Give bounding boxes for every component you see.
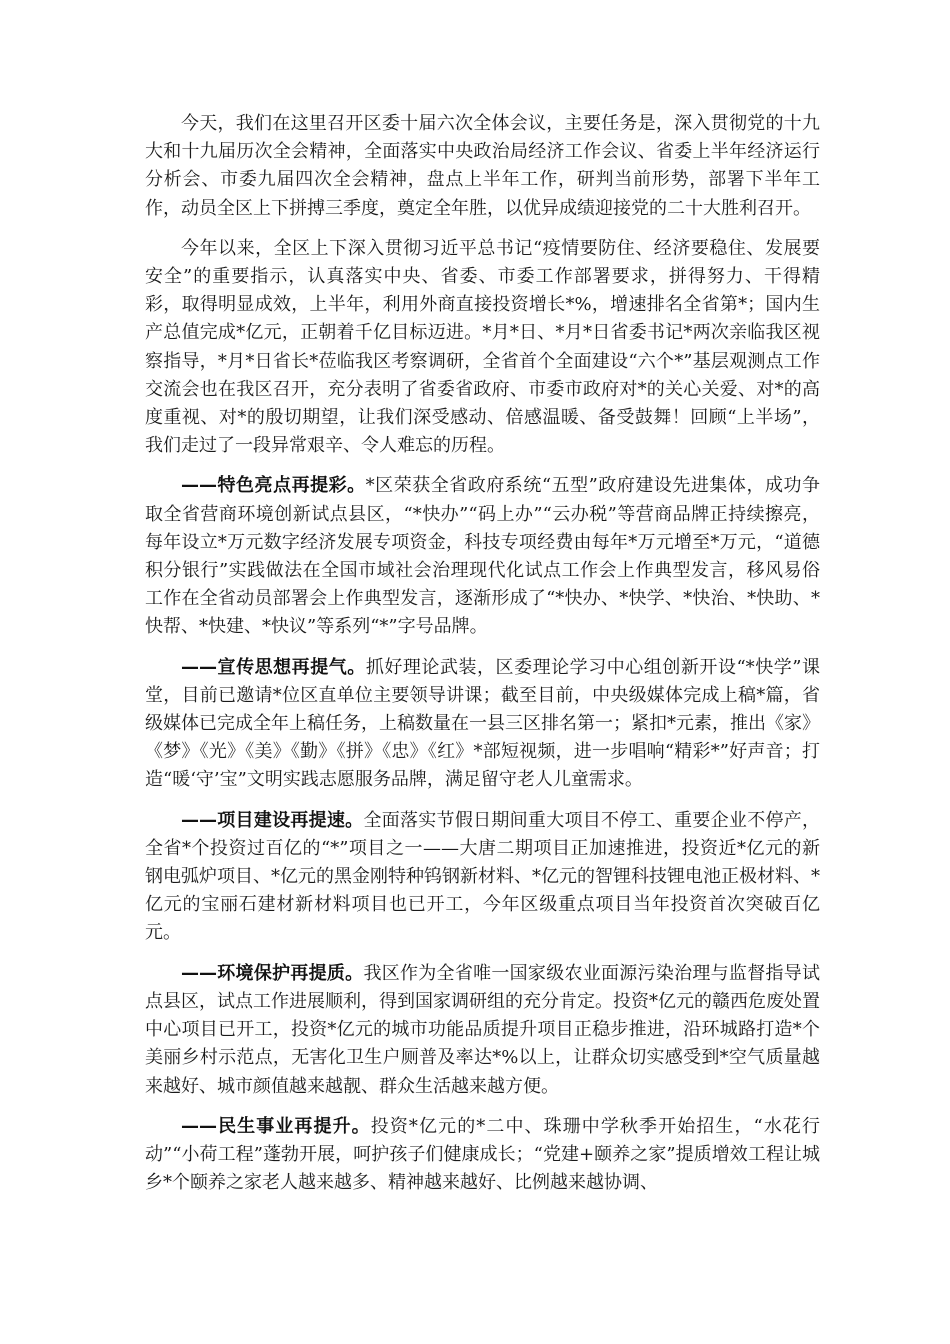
paragraph-text: 投资*亿元的*二中、珠珊中学秋季开始招生，“水花行动”“小荷工程”蓬勃开展，呵护孩子们健康成长；“党建+颐养之家”提质增效工程让城乡*个颐养之家老人越来越多、精神越来越好、比例越来越协调、 (145, 1115, 820, 1194)
paragraph-heading: ——项目建设再提速。 (181, 809, 364, 831)
paragraph-opening (145, 110, 820, 223)
paragraph-review (145, 235, 820, 461)
paragraph-text: *区荣获全省政府系统“五型”政府建设先进集体，成功争取全省营商环境创新试点县区，“*快办”“码上办”“云办税”等营商品牌正持续擦亮，每年设立*万元数字经济发展专项资金，科技专项经费由每年*万元增至*万元，“道德积分银行”实践做法在全国市域社会治理现代化试点工作会上作典型发言，移风易俗工作在全省动员部署会上作典型发言，逐渐形成了“*快办、*快学、*快治、*快助、*快帮、*快建、*快议”等系列“*”字号品牌。 (145, 475, 820, 638)
paragraph-heading: ——民生事业再提升。 (181, 1115, 371, 1137)
paragraph-heading: ——宣传思想再提气。 (181, 656, 366, 678)
paragraph-text: 今天，我们在这里召开区委十届六次全体会议，主要任务是，深入贯彻党的十九大和十九届历次全会精神，全面落实中央政治局经济工作会议、省委上半年经济运行分析会、市委九届四次全会精神，盘点上半年工作，研判当前形势，部署下半年工作，动员全区上下拼搏三季度，奠定全年胜，以优异成绩迎接党的二十大胜利召开。 (145, 113, 820, 219)
paragraph-text: 我区作为全省唯一国家级农业面源污染治理与监督指导试点县区，试点工作进展顺利，得到国家调研组的充分肯定。投资*亿元的赣西危废处置中心项目已开工，投资*亿元的城市功能品质提升项目正稳步推进，沿环城路打造*个美丽乡村示范点，无害化卫生户厕普及率达*%以上，让群众切实感受到*空气质量越来越好、城市颜值越来越靓、群众生活越来越方便。 (145, 962, 821, 1097)
paragraph-publicity (145, 654, 820, 795)
paragraph-heading: ——环境保护再提质。 (181, 962, 364, 984)
paragraph-livelihood (145, 1113, 820, 1198)
paragraph-environment (145, 960, 820, 1101)
paragraph-text: 全面落实节假日期间重大项目不停工、重要企业不停产，全省*个投资过百亿的“*”项目之一——大唐二期项目正加速推进，投资近*亿元的新钢电弧炉项目、*亿元的黑金刚特种钨钢新材料、*亿元的智锂科技锂电池正极材料、*亿元的宝丽石建材新材料项目也已开工，今年区级重点项目当年投资首次突破百亿元。 (145, 809, 821, 944)
paragraph-heading: ——特色亮点再提彩。 (181, 475, 366, 497)
document-body (145, 110, 820, 1209)
paragraph-highlights (145, 472, 820, 641)
paragraph-text: 抓好理论武装，区委理论学习中心组创新开设“*快学”课堂，目前已邀请*位区直单位主要领导讲课；截至目前，中央级媒体完成上稿*篇，省级媒体已完成全年上稿任务，上稿数量在一县三区排名第一；紧扣*元素，推出《家》《梦》《光》《美》《勤》《拼》《忠》《红》*部短视频，进一步唱响“精彩*”好声音；打造“暖‘守’宝”文明实践志愿服务品牌，满足留守老人儿童需求。 (145, 656, 821, 791)
paragraph-text: 今年以来，全区上下深入贯彻习近平总书记“疫情要防住、经济要稳住、发展要安全”的重要指示，认真落实中央、省委、市委工作部署要求，拼得努力、干得精彩，取得明显成效，上半年，利用外商直接投资增长*%，增速排名全省第*；国内生产总值完成*亿元，正朝着千亿目标迈进。*月*日、*月*日省委书记*两次亲临我区视察指导，*月*日省长*莅临我区考察调研，全省首个全面建设“六个*”基层观测点工作交流会也在我区召开，充分表明了省委省政府、市委市政府对*的关心关爱、对*的高度重视、对*的殷切期望，让我们深受感动、倍感温暖、备受鼓舞！回顾“上半场”，我们走过了一段异常艰辛、令人难忘的历程。 (145, 237, 820, 457)
paragraph-projects (145, 807, 820, 948)
